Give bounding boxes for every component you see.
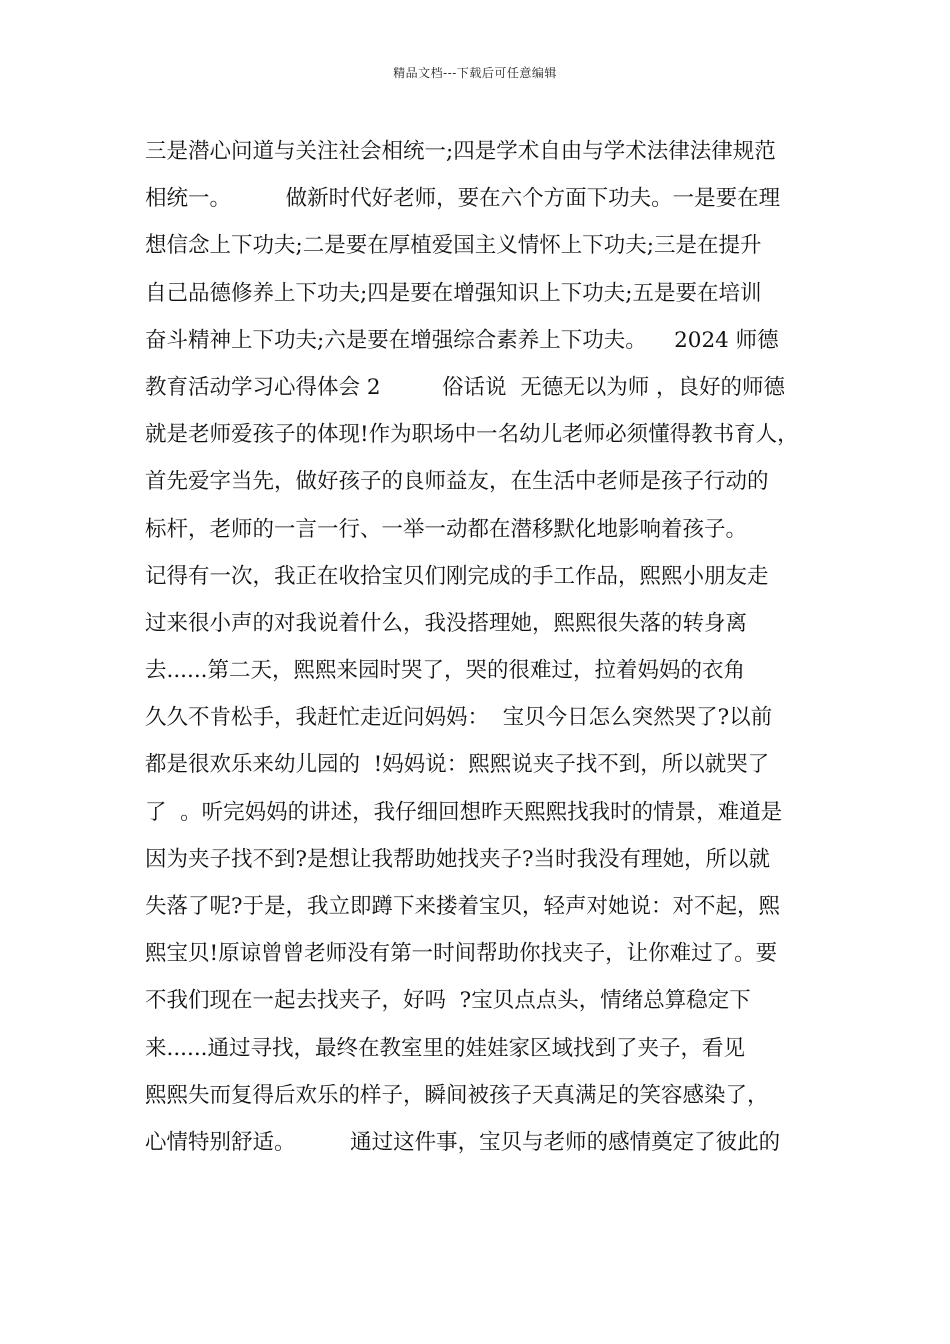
text-line: 想信念上下功夫;二是要在厚植爱国主义情怀上下功夫;三是在提升 [145,233,762,259]
text-line: 熙宝贝!原谅曾曾老师没有第一时间帮助你找夹子，让你难过了。要 [145,941,778,967]
page-header: 精品文档---下载后可任意编辑 [393,66,557,80]
text-line: 三是潜心问道与关注社会相统一;四是学术自由与学术法律法律规范 [145,139,776,164]
text-line: 教育活动学习心得体会 2 俗话说 无德无以为师 ，良好的师德 [145,374,786,400]
text-line: 因为夹子找不到?是想让我帮助她找夹子?当时我没有理她，所以就 [145,846,771,872]
text-line: 都是很欢乐来幼儿园的 !妈妈说：熙熙说夹子找不到，所以就哭了 [145,752,770,778]
text-line: 心情特别舒适。 通过这件事，宝贝与老师的感情奠定了彼此的 [145,1129,781,1155]
text-line: 熙熙失而复得后欢乐的样子，瞬间被孩子天真满足的笑容感染了， [145,1082,769,1108]
text-line: 来......通过寻找，最终在教室里的娃娃家区域找到了夹子，看见 [145,1035,746,1061]
text-line: 自己品德修养上下功夫;四是要在增强知识上下功夫;五是要在培训 [145,280,762,306]
text-line: 久久不肯松手，我赶忙走近问妈妈： 宝贝今日怎么突然哭了?以前 [145,705,773,731]
text-line: 首先爱字当先，做好孩子的良师益友，在生活中老师是孩子行动的 [145,469,769,495]
text-line: 了 。听完妈妈的讲述，我仔细回想昨天熙熙找我时的情景，难道是 [145,799,783,825]
document-body [145,128,845,1166]
text-line: 不我们现在一起去找夹子，好吗 ?宝贝点点头，情绪总算稳定下 [145,988,751,1014]
text-line: 过来很小声的对我说着什么，我没搭理她，熙熙很失落的转身离 [145,610,748,636]
text-line: 标杆，老师的一言一行、一举一动都在潜移默化地影响着孩子。 [145,516,748,542]
text-line: 就是老师爱孩子的体现!作为职场中一名幼儿老师必须懂得教书育人， [145,422,799,448]
text-line: 记得有一次，我正在收拾宝贝们刚完成的手工作品，熙熙小朋友走 [145,563,769,589]
text-line: 奋斗精神上下功夫;六是要在增强综合素养上下功夫。 2024 师德 [145,327,779,353]
text-line: 去......第二天，熙熙来园时哭了，哭的很难过，拉着妈妈的衣角 [145,658,746,684]
text-line: 失落了呢?于是，我立即蹲下来搂着宝贝，轻声对她说：对不起，熙 [145,894,781,919]
text-line: 相统一。 做新时代好老师，要在六个方面下功夫。一是要在理 [145,186,781,212]
